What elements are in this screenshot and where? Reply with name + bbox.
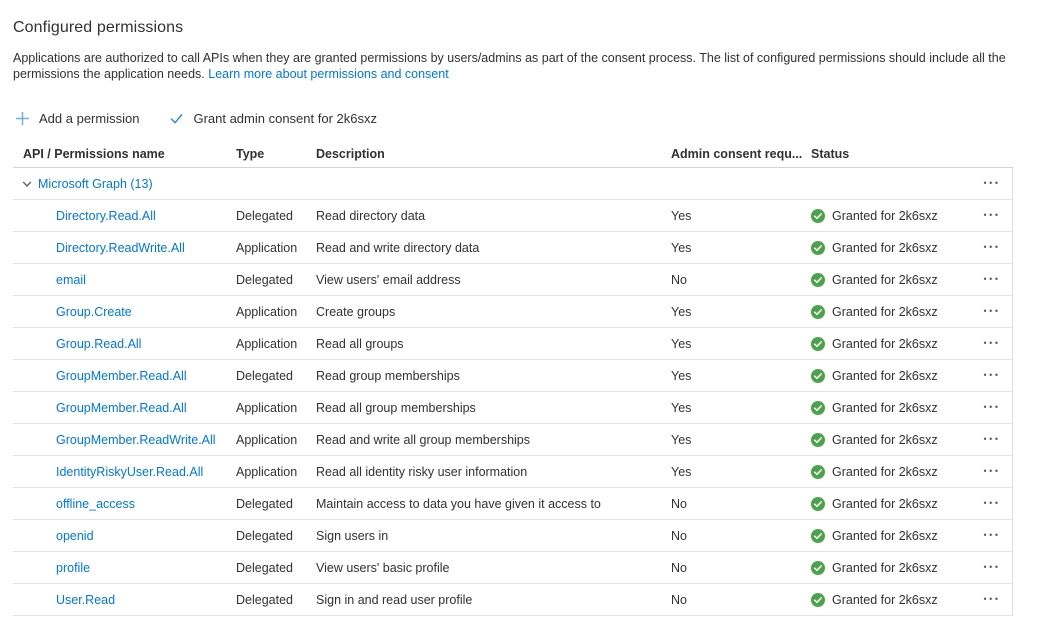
table-row — [13, 552, 1012, 584]
row-context-menu-button[interactable]: ••• — [982, 399, 1003, 416]
granted-check-icon — [811, 337, 825, 351]
permission-name-link[interactable]: Directory.Read.All — [56, 208, 156, 223]
row-context-menu-button[interactable]: ••• — [982, 271, 1003, 288]
status-text: Granted for 2k6sxz — [832, 592, 938, 607]
granted-check-icon — [811, 433, 825, 447]
permission-type: Application — [236, 400, 298, 415]
checkmark-icon — [169, 111, 184, 126]
granted-check-icon — [811, 497, 825, 511]
permission-description: Read group memberships — [316, 368, 460, 383]
api-group-row — [13, 168, 1012, 200]
page-description — [13, 50, 1021, 82]
table-row — [13, 456, 1012, 488]
grant-admin-consent-button[interactable] — [167, 107, 379, 130]
granted-check-icon — [811, 241, 825, 255]
table-row — [13, 584, 1012, 616]
status-text: Granted for 2k6sxz — [832, 240, 938, 255]
column-header-admin-consent: Admin consent requ... — [671, 146, 803, 161]
column-header-status: Status — [811, 146, 850, 161]
permission-name-link[interactable]: Group.Create — [56, 304, 132, 319]
admin-consent-required-value: Yes — [671, 400, 692, 415]
admin-consent-required-value: Yes — [671, 336, 692, 351]
row-context-menu-button[interactable]: ••• — [982, 367, 1003, 384]
permission-status — [811, 497, 972, 511]
add-permission-label: Add a permission — [39, 110, 140, 126]
table-row — [13, 520, 1012, 552]
table-header-row — [13, 140, 1013, 168]
status-text: Granted for 2k6sxz — [832, 464, 938, 479]
granted-check-icon — [811, 369, 825, 383]
status-text: Granted for 2k6sxz — [832, 368, 938, 383]
description-text: Applications are authorized to call APIs when they are granted permissions by users/admins as part of the consent process. The list of configured permissions should include all the permissions the application needs. — [13, 51, 1006, 81]
row-context-menu-button[interactable]: ••• — [982, 463, 1003, 480]
permission-status — [811, 433, 972, 447]
column-header-description: Description — [316, 146, 385, 161]
admin-consent-required-value: No — [671, 560, 687, 575]
status-text: Granted for 2k6sxz — [832, 432, 938, 447]
table-row — [13, 200, 1012, 232]
admin-consent-required-value: No — [671, 592, 687, 607]
row-context-menu-button[interactable]: ••• — [982, 335, 1003, 352]
admin-consent-required-value: Yes — [671, 304, 692, 319]
permission-status — [811, 209, 972, 223]
permission-name-link[interactable]: GroupMember.ReadWrite.All — [56, 432, 216, 447]
status-text: Granted for 2k6sxz — [832, 208, 938, 223]
table-row — [13, 232, 1012, 264]
permission-description: Read and write directory data — [316, 240, 480, 255]
table-row — [13, 360, 1012, 392]
permission-name-link[interactable]: Directory.ReadWrite.All — [56, 240, 185, 255]
permission-type: Delegated — [236, 528, 293, 543]
permission-name-link[interactable]: offline_access — [56, 496, 135, 511]
permission-name-link[interactable]: openid — [56, 528, 94, 543]
status-text: Granted for 2k6sxz — [832, 336, 938, 351]
permission-name-link[interactable]: User.Read — [56, 592, 116, 607]
granted-check-icon — [811, 273, 825, 287]
permission-name-link[interactable]: Group.Read.All — [56, 336, 142, 351]
status-text: Granted for 2k6sxz — [832, 560, 938, 575]
status-text: Granted for 2k6sxz — [832, 496, 938, 511]
table-row — [13, 424, 1012, 456]
row-context-menu-button[interactable]: ••• — [982, 495, 1003, 512]
permission-description: View users' email address — [316, 272, 461, 287]
admin-consent-required-value: Yes — [671, 208, 692, 223]
table-row — [13, 264, 1012, 296]
permission-name-link[interactable]: GroupMember.Read.All — [56, 400, 187, 415]
permission-description: View users' basic profile — [316, 560, 450, 575]
granted-check-icon — [811, 305, 825, 319]
permission-status — [811, 337, 972, 351]
permission-type: Delegated — [236, 560, 293, 575]
learn-more-link[interactable]: Learn more about permissions and consent — [208, 67, 449, 81]
permission-status — [811, 401, 972, 415]
granted-check-icon — [811, 465, 825, 479]
column-header-type: Type — [236, 146, 265, 161]
table-row — [13, 488, 1012, 520]
permission-type: Application — [236, 240, 298, 255]
permission-name-link[interactable]: email — [56, 272, 86, 287]
row-context-menu-button[interactable]: ••• — [982, 207, 1003, 224]
admin-consent-required-value: No — [671, 272, 687, 287]
table-row — [13, 296, 1012, 328]
row-context-menu-button[interactable]: ••• — [982, 527, 1003, 544]
granted-check-icon — [811, 593, 825, 607]
table-row — [13, 328, 1012, 360]
status-text: Granted for 2k6sxz — [832, 400, 938, 415]
permission-description: Create groups — [316, 304, 396, 319]
permission-type: Delegated — [236, 592, 293, 607]
permission-type: Delegated — [236, 368, 293, 383]
permission-status — [811, 465, 972, 479]
permission-status — [811, 273, 972, 287]
permission-type: Delegated — [236, 496, 293, 511]
permission-status — [811, 241, 972, 255]
permission-description: Read all group memberships — [316, 400, 476, 415]
row-context-menu-button[interactable]: ••• — [982, 431, 1003, 448]
row-context-menu-button[interactable]: ••• — [982, 239, 1003, 256]
permission-type: Application — [236, 432, 298, 447]
granted-check-icon — [811, 401, 825, 415]
row-context-menu-button[interactable]: ••• — [982, 591, 1003, 608]
admin-consent-required-value: Yes — [671, 464, 692, 479]
granted-check-icon — [811, 209, 825, 223]
permission-type: Delegated — [236, 272, 293, 287]
permission-status — [811, 593, 972, 607]
group-context-menu-button[interactable]: ••• — [982, 175, 1003, 192]
command-bar — [13, 103, 1043, 133]
page-title: Configured permissions — [13, 19, 184, 36]
permission-type: Application — [236, 464, 298, 479]
status-text: Granted for 2k6sxz — [832, 304, 938, 319]
admin-consent-required-value: Yes — [671, 368, 692, 383]
status-text: Granted for 2k6sxz — [832, 528, 938, 543]
admin-consent-required-value: Yes — [671, 240, 692, 255]
permission-type: Delegated — [236, 208, 293, 223]
permissions-table — [13, 140, 1013, 616]
row-context-menu-button[interactable]: ••• — [982, 303, 1003, 320]
permission-status — [811, 561, 972, 575]
permission-status — [811, 369, 972, 383]
api-group-link[interactable]: Microsoft Graph (13) — [38, 176, 153, 191]
grant-admin-consent-label: Grant admin consent for 2k6sxz — [193, 110, 377, 126]
column-header-api-permissions-name: API / Permissions name — [23, 146, 165, 161]
status-text: Granted for 2k6sxz — [832, 272, 938, 287]
permission-description: Read all identity risky user information — [316, 464, 528, 479]
plus-icon — [15, 111, 30, 126]
permission-type: Application — [236, 304, 298, 319]
permission-description: Read all groups — [316, 336, 404, 351]
admin-consent-required-value: Yes — [671, 432, 692, 447]
admin-consent-required-value: No — [671, 528, 687, 543]
permission-type: Application — [236, 336, 298, 351]
table-row — [13, 392, 1012, 424]
permission-description: Maintain access to data you have given it access to — [316, 496, 601, 511]
permission-description: Read directory data — [316, 208, 426, 223]
permission-description: Sign in and read user profile — [316, 592, 473, 607]
permission-status — [811, 529, 972, 543]
add-permission-button[interactable] — [13, 107, 141, 130]
granted-check-icon — [811, 529, 825, 543]
chevron-down-icon[interactable] — [21, 178, 33, 190]
permission-name-link[interactable]: IdentityRiskyUser.Read.All — [56, 464, 204, 479]
permission-description: Read and write all group memberships — [316, 432, 530, 447]
permission-description: Sign users in — [316, 528, 389, 543]
row-context-menu-button[interactable]: ••• — [982, 559, 1003, 576]
permission-name-link[interactable]: GroupMember.Read.All — [56, 368, 187, 383]
admin-consent-required-value: No — [671, 496, 687, 511]
granted-check-icon — [811, 561, 825, 575]
table-body — [13, 168, 1013, 616]
permission-name-link[interactable]: profile — [56, 560, 91, 575]
permission-status — [811, 305, 972, 319]
